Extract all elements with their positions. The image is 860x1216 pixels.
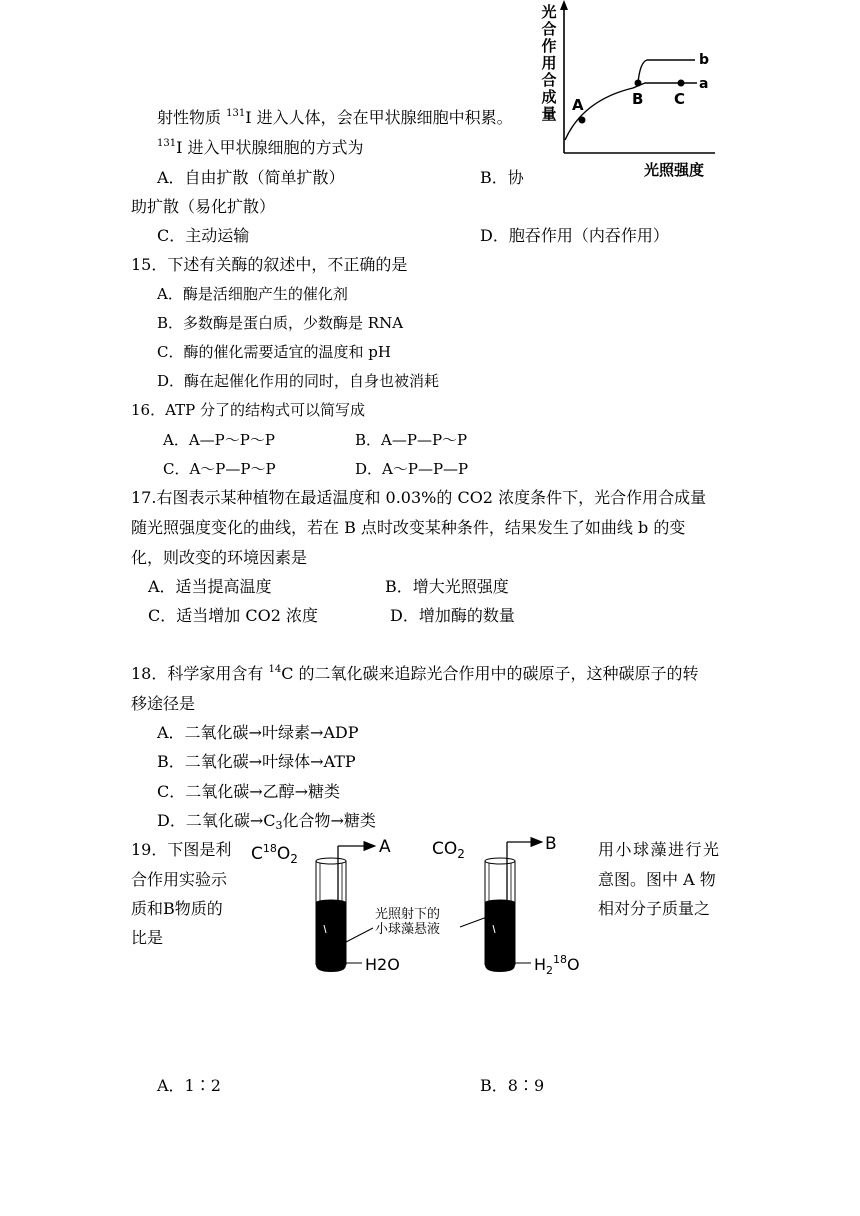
point-c-label: C	[674, 90, 686, 108]
left-output-label: A	[379, 837, 391, 857]
q15-option-c[interactable]: C．酶的催化需要适宜的温度和 pH	[157, 343, 391, 361]
curve-b-label: b	[699, 52, 710, 68]
q16-option-d[interactable]: D．A～P—P—P	[355, 460, 469, 478]
q17-line-1: 17.右图表示某种植物在最适温度和 0.03%的 CO2 浓度条件下，光合作用合成量	[131, 488, 707, 507]
point-b-marker	[635, 80, 642, 87]
q14-line-2: $^{131}$I 进入甲状腺细胞的方式为	[157, 138, 364, 157]
q14-option-c[interactable]: C．主动运输	[157, 226, 250, 245]
q18-option-c[interactable]: C．二氧化碳→乙醇→糖类	[157, 782, 341, 801]
q19-left-line-2: 合作用实验示	[131, 870, 228, 889]
q14-line-1: 射性物质 $^{131}$I 进入人体，会在甲状腺细胞中积累。	[157, 108, 513, 127]
q15-option-b[interactable]: B．多数酶是蛋白质，少数酶是 RNA	[157, 314, 404, 332]
q17-line-3: 化，则改变的环境因素是	[131, 548, 308, 567]
q19-left-line-1: 19．下图是利	[131, 840, 232, 859]
point-a-label: A	[572, 96, 584, 114]
left-test-tube	[316, 858, 346, 972]
q14-option-b-continued: 助扩散（易化扩散）	[131, 197, 276, 216]
q16-option-a[interactable]: A．A—P～P～P	[163, 431, 275, 449]
right-output-label: B	[545, 834, 557, 854]
q16-option-c[interactable]: C．A～P—P～P	[163, 460, 276, 478]
curve-b	[638, 60, 695, 83]
q19-right-line-1: 用小球藻进行光	[598, 840, 721, 859]
light-intensity-graph	[555, 0, 725, 160]
q18-line-2: 移途径是	[131, 694, 196, 713]
q16-option-b[interactable]: B．A—P—P～P	[355, 431, 468, 449]
curve-a-label: a	[699, 76, 709, 92]
point-a-marker	[579, 117, 586, 124]
q18-option-a[interactable]: A．二氧化碳→叶绿素→ADP	[157, 723, 359, 742]
q17-option-b[interactable]: B．增大光照强度	[385, 577, 509, 596]
right-water-label: $H_2^{18}O$	[534, 953, 580, 977]
q15-stem: 15．下述有关酶的叙述中，不正确的是	[131, 255, 408, 274]
graph-y-axis-label: 光合作用合成量	[541, 3, 557, 123]
q17-option-c[interactable]: C．适当增加 CO2 浓度	[148, 606, 318, 625]
q15-option-d[interactable]: D．酶在起催化作用的同时，自身也被消耗	[157, 372, 440, 390]
q14-option-a[interactable]: A．自由扩散（简单扩散）	[157, 168, 345, 187]
q17-option-d[interactable]: D．增加酶的数量	[390, 606, 515, 625]
q19-left-line-3: 质和B物质的	[131, 899, 223, 918]
q16-stem: 16．ATP 分了的结构式可以简写成	[131, 401, 365, 419]
label-leader-right	[460, 917, 487, 927]
q14-option-d[interactable]: D．胞吞作用（内吞作用）	[480, 226, 669, 245]
label-leader-left	[346, 928, 373, 942]
q17-line-2: 随光照强度变化的曲线，若在 B 点时改变某种条件，结果发生了如曲线 b 的变	[131, 518, 686, 537]
graph-axes	[560, 0, 715, 153]
q14-option-b[interactable]: B．协	[480, 168, 524, 187]
q18-option-b[interactable]: B．二氧化碳→叶绿体→ATP	[157, 752, 356, 771]
point-c-marker	[678, 80, 685, 87]
left-gas-label: $C^{18}O_2$	[251, 842, 298, 866]
right-gas-label: $CO_2$	[432, 839, 465, 861]
q19-left-line-4: 比是	[131, 928, 164, 947]
left-water-label: H2O	[365, 955, 400, 974]
graph-x-axis-label: 光照强度	[644, 161, 705, 179]
q15-option-a[interactable]: A．酶是活细胞产生的催化剂	[157, 285, 348, 303]
q19-right-line-3: 相对分子质量之	[598, 899, 711, 918]
right-test-tube	[485, 858, 515, 972]
q19-option-a[interactable]: A．1∶2	[157, 1076, 221, 1095]
q19-right-line-2: 意图。图中 A 物	[598, 870, 716, 889]
q18-option-d[interactable]: D．二氧化碳$\to C_3$化合物→糖类	[157, 811, 376, 832]
point-b-label: B	[632, 90, 644, 108]
center-label-line-1: 光照射下的	[375, 907, 441, 922]
center-label-line-2: 小球藻悬液	[375, 922, 441, 937]
q18-line-1: 18．科学家用含有 $^{14}$C 的二氧化碳来追踪光合作用中的碳原子，这种碳原子的转	[131, 664, 699, 683]
q17-option-a[interactable]: A．适当提高温度	[148, 577, 272, 596]
test-tube-figure	[245, 830, 595, 980]
q19-option-b[interactable]: B．8∶9	[480, 1076, 545, 1095]
